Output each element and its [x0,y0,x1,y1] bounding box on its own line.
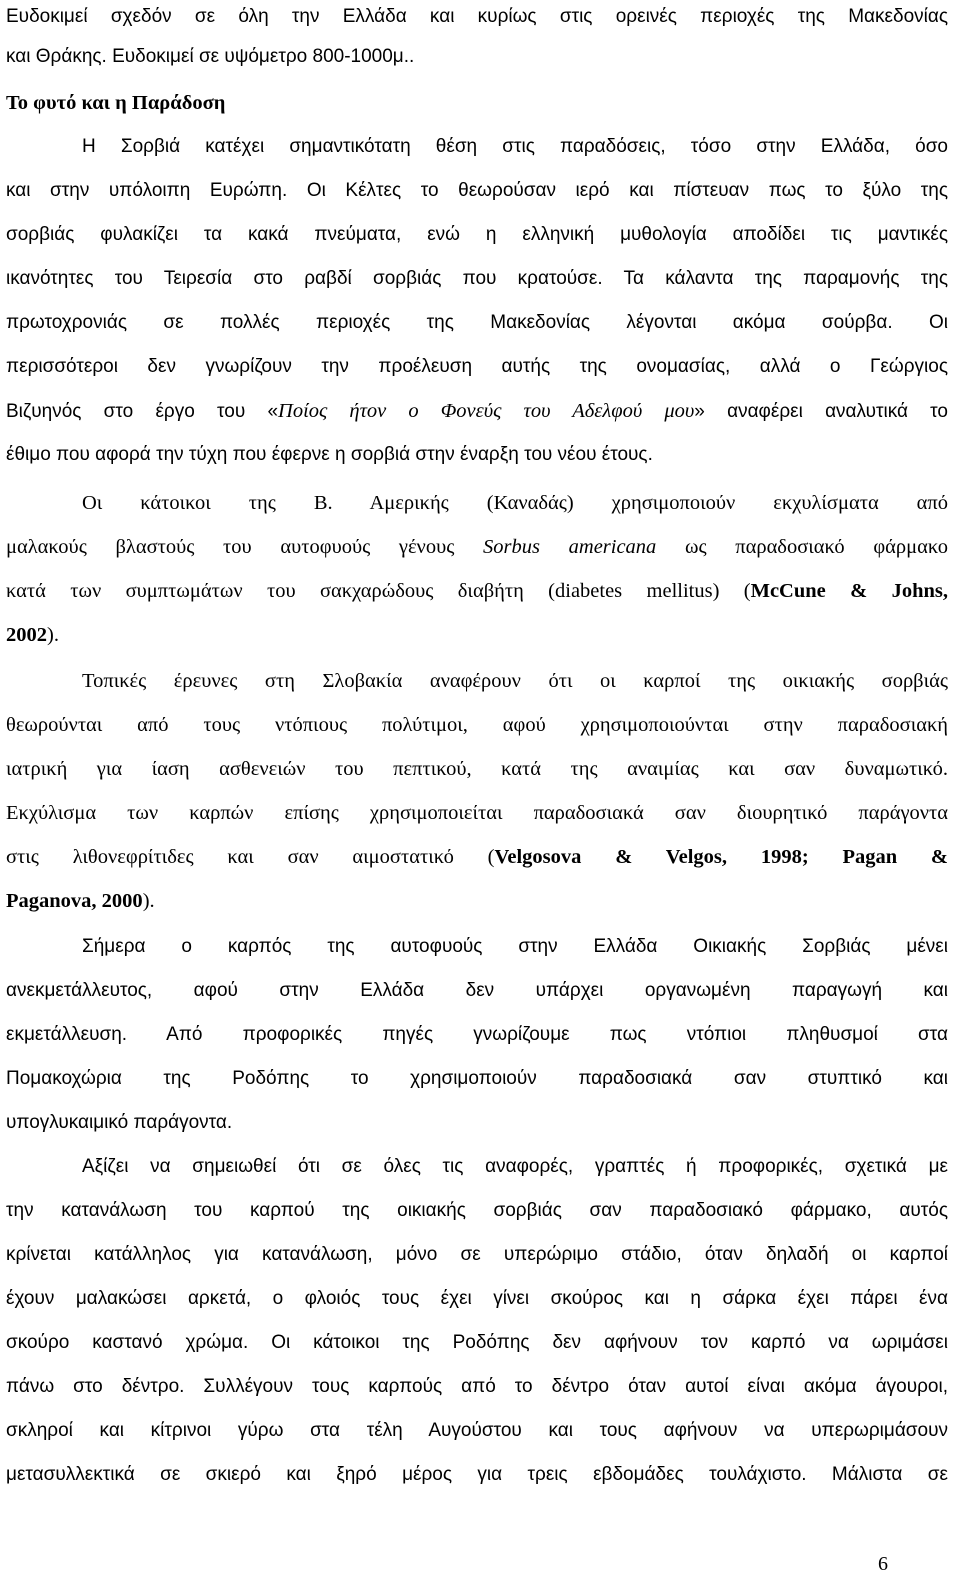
text-line: σκούρο καστανό χρώμα. Οι κάτοικοι της Ροδόπης δεν αφήνουν τον καρπό να ωριμάσει [6,1332,948,1353]
text-line: εκμετάλλευση. Από προφορικές πηγές γνωρίζουμε πως ντόπιοι πληθυσμοί στα [6,1024,948,1045]
text-line [6,534,948,560]
text-line: και Θράκης. Ευδοκιμεί σε υψόμετρο 800-1000μ.. [6,46,415,67]
section-heading: Το φυτό και η Παράδοση [6,92,226,114]
text-line: Ευδοκιμεί σχεδόν σε όλη την Ελλάδα και κυρίως στις ορεινές περιοχές της Μακεδονίας [6,6,948,27]
text-line: θεωρούνται από τους ντόπιους πολύτιμοι, αφού χρησιμοποιούνται στην παραδοσιακή [6,714,948,736]
text-line: και στην υπόλοιπη Ευρώπη. Οι Κέλτες το θεωρούσαν ιερό και πίστευαν πως το ξύλο της [6,180,948,201]
book-title-italic: Ποίος ήτον ο Φονεύς του Αδελφού μου [278,400,695,422]
text-line: σκληροί και κίτρινοι γύρω στα τέλη Αυγούστου και τους αφήνουν να υπερωριμάσουν [6,1420,948,1441]
text-line: πάνω στο δέντρο. Συλλέγουν τους καρπούς από το δέντρο όταν αυτοί είναι ακόμα άγουροι, [6,1376,948,1397]
text-line: Τοπικές έρευνες στη Σλοβακία αναφέρουν ότι οι καρποί της οικιακής σορβιάς [82,670,948,692]
text-line [6,578,948,604]
text-line: πρωτοχρονιάς σε πολλές περιοχές της Μακεδονίας λέγονται ακόμα σούρβα. Οι [6,312,948,333]
text-run: Βιζυηνός στο έργο του « [6,401,279,422]
citation-bold: McCune & Johns, [750,580,948,602]
text-run: ). [142,890,155,912]
text-line [6,888,948,914]
text-run: μαλακούς βλαστούς του αυτοφυούς γένους [6,536,484,558]
text-line: σορβιάς φυλακίζει τα κακά πνεύματα, ενώ η ελληνική μυθολογία αποδίδει τις μαντικές [6,224,948,245]
text-line [6,622,948,648]
text-run: κατά των συμπτωμάτων του σακχαρώδους διαβήτη (diabetes mellitus) ( [6,580,751,602]
text-line: περισσότεροι δεν γνωρίζουν την προέλευση αυτής της ονομασίας, αλλά ο Γεώργιος [6,356,948,377]
text-line: έθιμο που αφορά την τύχη που έφερνε η σορβιά στην έναρξη του νέου έτους. [6,444,653,465]
citation-bold: Paganova, 2000 [6,890,143,912]
text-line [6,844,948,870]
text-line: Η Σορβιά κατέχει σημαντικότατη θέση στις παραδόσεις, τόσο στην Ελλάδα, όσο [82,136,948,157]
text-line [6,398,948,425]
species-name-italic: Sorbus americana [483,536,657,558]
text-line: Αξίζει να σημειωθεί ότι σε όλες τις αναφορές, γραπτές ή προφορικές, σχετικά με [82,1156,948,1177]
page-number: 6 [878,1553,888,1575]
text-line: ικανότητες του Τειρεσία στο ραβδί σορβιάς που κρατούσε. Τα κάλαντα της παραμονής της [6,268,948,289]
text-line: ανεκμετάλλευτος, αφού στην Ελλάδα δεν υπάρχει οργανωμένη παραγωγή και [6,980,948,1001]
text-line: Σήμερα ο καρπός της αυτοφυούς στην Ελλάδα Οικιακής Σορβιάς μένει [82,936,948,957]
text-line: ιατρική για ίαση ασθενειών του πεπτικού, κατά της αναιμίας και σαν δυναμωτικό. [6,758,948,780]
citation-bold: Velgosova & Velgos, 1998; Pagan & [494,846,948,868]
text-run: ). [47,624,59,646]
text-run: » αναφέρει αναλυτικά το [694,401,948,422]
citation-bold: 2002 [6,624,47,646]
text-line: κρίνεται κατάλληλος για κατανάλωση, μόνο σε υπερώριμο στάδιο, όταν δηλαδή οι καρποί [6,1244,948,1265]
text-run: ως παραδοσιακό φάρμακο [656,536,948,558]
text-line: Πομακοχώρια της Ροδόπης το χρησιμοποιούν παραδοσιακά σαν στυπτικό και [6,1068,948,1089]
text-line: Οι κάτοικοι της Β. Αμερικής (Καναδάς) χρησιμοποιούν εκχυλίσματα από [82,492,948,514]
text-run: στις λιθονεφρίτιδες και σαν αιμοστατικό ( [6,846,495,868]
text-line: την κατανάλωση του καρπού της οικιακής σορβιάς σαν παραδοσιακό φάρμακο, αυτός [6,1200,948,1221]
text-line: έχουν μαλακώσει αρκετά, ο φλοιός τους έχει γίνει σκούρος και η σάρκα έχει πάρει ένα [6,1288,948,1309]
text-line: μετασυλλεκτικά σε σκιερό και ξηρό μέρος για τρεις εβδομάδες τουλάχιστο. Μάλιστα σε [6,1464,948,1485]
text-line: υπογλυκαιμικό παράγοντα. [6,1112,233,1133]
text-line: Εκχύλισμα των καρπών επίσης χρησιμοποιείται παραδοσιακά σαν διουρητικό παράγοντα [6,802,948,824]
